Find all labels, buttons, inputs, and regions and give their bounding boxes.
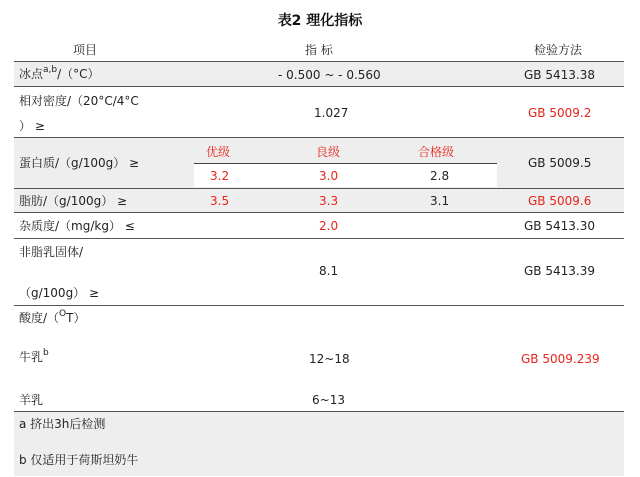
- grade-good: 良级: [316, 145, 341, 159]
- table-title: 表2 理化指标: [277, 13, 363, 29]
- protein-value-qualified: 2.8: [430, 169, 450, 183]
- header-index: 指 标: [305, 43, 333, 57]
- acidity-cow-label: 牛乳$^b$: [19, 348, 49, 364]
- fat-label: 脂肪/（g/100g） ≥: [19, 194, 128, 208]
- protein-value-premium: 3.2: [210, 169, 230, 183]
- acidity-goat-label: 羊乳: [19, 393, 44, 407]
- nonfat-method: GB 5413.39: [524, 264, 595, 278]
- freezing-value: - 0.500 ~ - 0.560: [278, 68, 381, 82]
- nonfat-value: 8.1: [319, 264, 339, 278]
- protein-label: 蛋白质/（g/100g） ≥: [19, 156, 140, 170]
- acidity-cow-value: 12~18: [309, 352, 350, 366]
- rule-3: [14, 188, 624, 189]
- acidity-label: 酸度/（$^O$T）: [19, 309, 86, 325]
- rule-4: [14, 212, 624, 213]
- note-b: b 仅适用于荷斯坦奶牛: [19, 453, 139, 467]
- rule-7: [14, 411, 624, 412]
- rule-header: [14, 61, 624, 62]
- protein-value-good: 3.0: [319, 169, 339, 183]
- freezing-label: 冰点$^{a,b}$/（°C）: [19, 65, 100, 81]
- nonfat-label-line2: （g/100g） ≥: [19, 286, 100, 300]
- rule-1: [14, 86, 624, 87]
- rule-6: [14, 305, 624, 306]
- protein-method: GB 5009.5: [528, 156, 592, 170]
- rule-5: [14, 238, 624, 239]
- rule-2: [14, 137, 624, 138]
- grade-premium: 优级: [206, 145, 231, 159]
- density-value: 1.027: [314, 106, 349, 120]
- nonfat-label-line1: 非脂乳固体/: [19, 245, 84, 259]
- density-method: GB 5009.2: [528, 106, 592, 120]
- note-a: a 挤出3h后检测: [19, 417, 106, 431]
- protein-values-bg: [194, 164, 497, 187]
- fat-value-premium: 3.5: [210, 194, 230, 208]
- acidity-goat-value: 6~13: [312, 393, 345, 407]
- fat-value-qualified: 3.1: [430, 194, 450, 208]
- density-label-line1: 相对密度/（20°C/4°C: [19, 94, 139, 108]
- impurity-label: 杂质度/（mg/kg） ≤: [19, 219, 135, 233]
- header-method: 检验方法: [534, 43, 583, 57]
- grade-qualified: 合格级: [418, 145, 455, 159]
- fat-method: GB 5009.6: [528, 194, 592, 208]
- header-item: 项目: [73, 43, 98, 57]
- fat-value-good: 3.3: [319, 194, 339, 208]
- impurity-value: 2.0: [319, 219, 339, 233]
- protein-subrule: [194, 163, 497, 164]
- impurity-method: GB 5413.30: [524, 219, 595, 233]
- freezing-method: GB 5413.38: [524, 68, 595, 82]
- acidity-method: GB 5009.239: [521, 352, 600, 366]
- density-label-line2: ） ≥: [19, 119, 45, 133]
